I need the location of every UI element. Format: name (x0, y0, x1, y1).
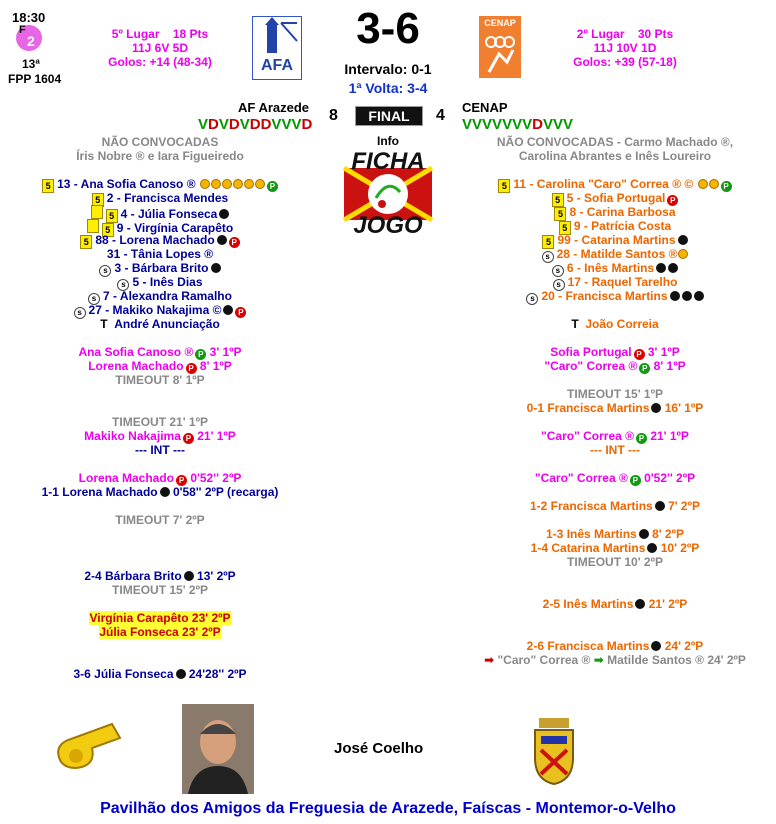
home-player[interactable]: s 3 - Bárbara Brito (0, 261, 320, 277)
away-player[interactable]: s 6 - Inês Martins (455, 261, 775, 277)
association-crest-icon (533, 714, 575, 786)
away-not-called-1: NÃO CONVOCADAS - Carmo Machado ®, (496, 135, 734, 149)
form-win: V (482, 116, 493, 133)
away-goals: Golos: +39 (57-18) (573, 55, 677, 69)
away-player[interactable]: 5 5 - Sofia Portugal P (455, 191, 775, 207)
home-player[interactable]: 31 - Tânia Lopes ® (106, 247, 214, 261)
away-event: Sofia Portugal P 3' 1ºP (550, 345, 680, 359)
form-win: V (281, 116, 292, 133)
form-win: V (472, 116, 483, 133)
away-logo[interactable] (479, 16, 521, 78)
home-event: Lorena Machado P 8' 1ºP (88, 359, 232, 373)
home-event: 1-1 Lorena Machado 0'58'' 2ºP (recarga) (41, 485, 279, 499)
first-leg-score: 1ª Volta: 3-4 (348, 80, 428, 96)
home-event: 2-4 Bárbara Brito 13' 2ºP (84, 569, 236, 583)
final-badge: FINAL (355, 106, 423, 126)
home-player[interactable]: 5 4 - Júlia Fonseca (0, 205, 320, 223)
away-player[interactable]: 5 8 - Carina Barbosa (455, 205, 775, 221)
away-crest-icon (479, 28, 521, 78)
form-win: V (239, 116, 250, 133)
coach-icon: T (571, 317, 579, 331)
referee-photo[interactable] (182, 704, 254, 794)
home-player[interactable]: s 5 - Inês Dias (0, 275, 320, 291)
form-win: V (492, 116, 503, 133)
home-goals: Golos: +14 (48-34) (108, 55, 212, 69)
whistle-icon (52, 716, 128, 772)
away-substitution-event: ➡ "Caro" Correa ® ➡ Matilde Santos ® 24' 2ºP (484, 653, 746, 667)
sub-out-icon: ➡ (484, 653, 495, 667)
away-points: 30 Pts (637, 27, 674, 41)
home-event: TIMEOUT 7' 2ºP (115, 513, 205, 527)
form-win: V (218, 116, 229, 133)
home-logo[interactable] (252, 16, 302, 80)
home-record: 11J 6V 5D (131, 41, 189, 55)
away-event: "Caro" Correa ® P 8' 1ºP (544, 359, 686, 373)
home-event: TIMEOUT 8' 1ºP (115, 373, 205, 387)
home-player[interactable]: 5 9 - Virgínia Carapêto (0, 219, 320, 237)
jogo-label: JOGO (353, 212, 423, 239)
final-score: 3-6 (356, 4, 420, 53)
form-win: V (462, 116, 473, 133)
home-event: Makiko Nakajima P 21' 1ºP (84, 429, 236, 443)
home-place: 5º Lugar (111, 27, 160, 41)
form-win: V (502, 116, 513, 133)
away-event: 1-4 Catarina Martins 10' 2ºP (530, 541, 700, 555)
away-logo-text: CENAP (484, 18, 516, 28)
home-stats (90, 27, 230, 69)
match-time: 18:30 (12, 10, 46, 25)
form-win: V (512, 116, 523, 133)
form-loss: D (208, 116, 219, 133)
form-win: V (522, 116, 533, 133)
away-player[interactable]: s 17 - Raquel Tarelho (455, 275, 775, 291)
home-event: TIMEOUT 21' 1ºP (112, 415, 208, 429)
away-form-trend (462, 116, 573, 133)
form-win: V (271, 116, 282, 133)
away-event: TIMEOUT 15' 1ºP (567, 387, 663, 401)
away-player[interactable]: 5 9 - Patrícia Costa (455, 219, 775, 235)
home-points: 18 Pts (172, 27, 209, 41)
form-loss: D (228, 116, 240, 133)
home-event: 3-6 Júlia Fonseca 24'28'' 2ºP (73, 667, 247, 681)
home-player[interactable]: s 27 - Makiko Nakajima © P (0, 303, 320, 319)
away-event: 2-6 Francisca Martins 24' 2ºP (526, 639, 704, 653)
away-not-called-2: Carolina Abrantes e Inês Loureiro (518, 149, 712, 163)
referee-name[interactable]: José Coelho (334, 740, 424, 757)
away-player[interactable]: 5 11 - Carolina "Caro" Correa ® © P (455, 177, 775, 193)
ficha-label: FICHA (351, 148, 425, 175)
home-player[interactable]: 5 88 - Lorena Machado P (0, 233, 320, 249)
sub-in-icon: ➡ (593, 653, 604, 667)
form-loss: D (260, 116, 272, 133)
away-event: 0-1 Francisca Martins 16' 1ºP (526, 401, 704, 415)
away-player[interactable]: 5 99 - Catarina Martins (455, 233, 775, 249)
away-event: "Caro" Correa ® P 0'52'' 2ºP (534, 471, 696, 485)
home-event: Virgínia Carapêto 23' 2ºP (89, 611, 231, 625)
home-not-called-names: Íris Nobre ® e Iara Figueiredo (76, 149, 244, 163)
away-event: 1-3 Inês Martins 8' 2ºP (546, 527, 684, 541)
home-logo-text: AFA (261, 57, 293, 74)
form-win: V (552, 116, 563, 133)
home-not-called-title: NÃO CONVOCADAS (101, 135, 219, 149)
away-record: 11J 10V 1D (593, 41, 657, 55)
interval-score: Intervalo: 0-1 (344, 61, 432, 77)
away-coach[interactable]: T João Correia (571, 317, 659, 331)
form-loss: D (532, 116, 543, 133)
away-event: 2-5 Inês Martins 21' 2ºP (542, 597, 688, 611)
info-label: Info (377, 134, 399, 148)
home-event: TIMEOUT 15' 2ºP (112, 583, 208, 597)
coach-icon: T (100, 317, 108, 331)
away-place: 2º Lugar (576, 27, 625, 41)
away-event: 1-2 Francisca Martins 7' 2ºP (530, 499, 700, 513)
form-win: V (198, 116, 209, 133)
away-event: TIMEOUT 10' 2ºP (567, 555, 663, 569)
form-loss: D (301, 116, 313, 133)
game-code: FPP 1604 (8, 72, 62, 86)
form-win: V (542, 116, 553, 133)
venue: Pavilhão dos Amigos da Freguesia de Arazede, Faíscas - Montemor-o-Velho (100, 800, 676, 817)
away-stats (555, 27, 695, 69)
division-badge-icon: F 2 (16, 25, 42, 51)
home-coach[interactable]: T André Anunciação (100, 317, 220, 331)
home-player[interactable]: 5 13 - Ana Sofia Canoso ® P (0, 177, 320, 193)
home-form-trend (198, 116, 312, 133)
home-rank: 8 (329, 107, 338, 124)
form-win: V (291, 116, 302, 133)
form-loss: D (249, 116, 261, 133)
home-player[interactable]: 5 2 - Francisca Mendes (0, 191, 320, 207)
round-number: 13ª (22, 57, 40, 71)
away-team-name[interactable]: CENAP (462, 100, 508, 115)
away-player[interactable]: s 28 - Matilde Santos ® (455, 247, 775, 263)
home-team-name[interactable]: AF Arazede (238, 100, 310, 115)
away-rank: 4 (436, 107, 445, 124)
away-player[interactable]: s 20 - Francisca Martins (455, 289, 775, 305)
away-event: "Caro" Correa ® P 21' 1ºP (541, 429, 689, 443)
ficha-jogo-button[interactable] (336, 148, 440, 240)
home-event: --- INT --- (135, 443, 185, 457)
home-event: Júlia Fonseca 23' 2ºP (99, 625, 221, 639)
home-player[interactable]: s 7 - Alexandra Ramalho (0, 289, 320, 305)
form-win: V (562, 116, 573, 133)
home-event: Ana Sofia Canoso ® P 3' 1ºP (78, 345, 242, 359)
home-event: Lorena Machado P 0'52'' 2ºP (78, 471, 242, 485)
away-event: --- INT --- (590, 443, 640, 457)
